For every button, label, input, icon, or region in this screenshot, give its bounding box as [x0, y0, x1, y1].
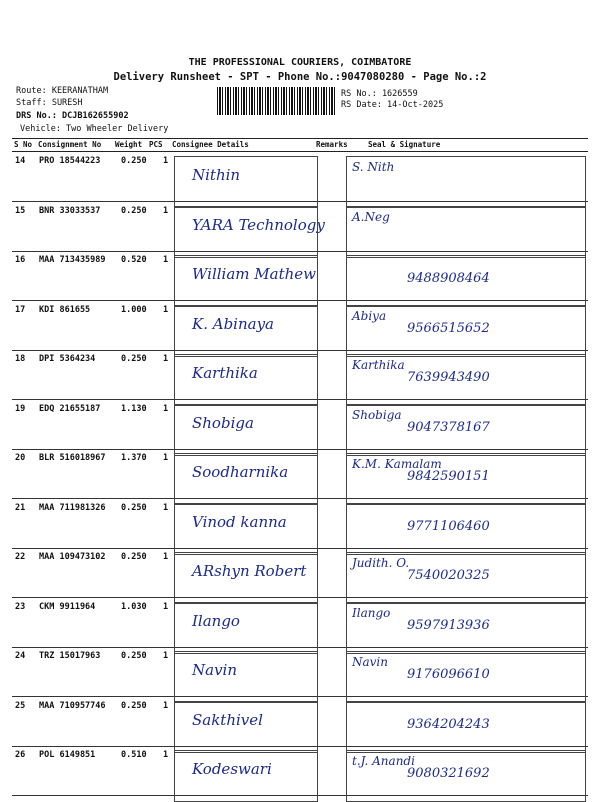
runsheet-subtitle: Delivery Runsheet - SPT - Phone No.:9047080280 - Page No.:2: [113, 71, 487, 83]
row-weight: 0.250: [121, 651, 147, 661]
row-consignee-handwritten: Shobiga: [192, 413, 254, 432]
row-consignee-handwritten: Sakthivel: [192, 710, 263, 729]
row-sno: 25: [15, 700, 26, 711]
row-weight: 0.510: [121, 750, 147, 760]
row-pcs: 1: [163, 651, 169, 661]
row-signature: t.J. Anandi: [352, 754, 415, 768]
seal-box: [346, 404, 586, 456]
row-pcs: 1: [163, 205, 169, 216]
table-row: [12, 251, 588, 301]
runsheet-title: THE PROFESSIONAL COURIERS, COIMBATORE: [188, 57, 412, 68]
row-sno: 23: [15, 601, 26, 612]
row-weight: 0.250: [121, 700, 147, 711]
row-consignee-handwritten: YARA Technology: [192, 215, 325, 234]
consignee-box: [174, 701, 318, 753]
row-phone: 9597913936: [407, 617, 490, 633]
col-pcs: PCS: [149, 140, 163, 149]
table-row: [12, 499, 588, 549]
consignee-box: [174, 651, 318, 703]
row-weight: 1.000: [121, 304, 147, 315]
row-pcs: 1: [163, 354, 169, 364]
seal-box: [346, 354, 586, 406]
row-consignee-handwritten: Nithin: [192, 166, 241, 184]
row-consignment-no: MAA 713435989: [39, 255, 106, 265]
seal-box: [346, 305, 586, 357]
table-row: [12, 449, 588, 499]
row-phone: 7639943490: [407, 370, 490, 385]
row-signature: Karthika: [352, 358, 405, 372]
drs-label: DRS No.: DCJB162655902: [16, 111, 129, 121]
seal-box: [346, 552, 586, 604]
row-consignment-no: DPI 5364234: [39, 354, 96, 364]
consignee-box: [174, 750, 318, 802]
row-sno: 17: [15, 304, 26, 315]
row-pcs: 1: [163, 453, 169, 463]
col-weight: Weight: [115, 140, 143, 149]
seal-box: [346, 750, 586, 802]
row-consignment-no: MAA 711981326: [39, 502, 106, 513]
row-pcs: 1: [163, 156, 169, 166]
row-pcs: 1: [163, 700, 169, 711]
row-phone: 9771106460: [407, 518, 490, 534]
row-pcs: 1: [163, 601, 169, 612]
row-consignment-no: PRO 18544223: [39, 156, 101, 166]
row-sno: 19: [15, 403, 26, 414]
row-weight: 0.250: [121, 354, 147, 364]
row-consignment-no: POL 6149851: [39, 750, 96, 760]
row-signature: Shobiga: [352, 407, 402, 422]
col-seal: Seal & Signature: [368, 140, 441, 149]
row-phone: 9842590151: [407, 469, 490, 484]
consignee-box: [174, 552, 318, 604]
row-signature: K.M. Kamalam: [352, 457, 442, 471]
rs-date: RS Date: 14-Oct-2025: [341, 100, 444, 110]
col-consignee: Consignee Details: [172, 140, 249, 149]
seal-box: [346, 255, 586, 307]
row-sno: 24: [15, 651, 26, 661]
row-consignment-no: MAA 109473102: [39, 552, 106, 562]
table-row: [12, 350, 588, 400]
table-row: [12, 697, 588, 747]
row-consignment-no: MAA 710957746: [39, 700, 106, 711]
table-row: [12, 598, 588, 648]
rs-number: RS No.: 1626559: [341, 89, 418, 99]
row-consignment-no: EDQ 21655187: [39, 403, 101, 414]
table-row: [12, 548, 588, 598]
row-weight: 0.250: [121, 552, 147, 562]
table-row: [12, 746, 588, 796]
consignee-box: [174, 602, 318, 654]
row-weight: 1.130: [121, 403, 147, 414]
table-row: [12, 400, 588, 450]
row-sno: 15: [15, 205, 26, 216]
table-row: [12, 152, 588, 202]
row-phone: 9566515652: [407, 320, 490, 336]
row-phone: 9364204243: [407, 716, 490, 732]
seal-box: [346, 453, 586, 505]
row-weight: 1.370: [121, 453, 147, 463]
seal-box: [346, 651, 586, 703]
consignee-box: [174, 453, 318, 505]
col-remarks: Remarks: [316, 140, 348, 149]
row-phone: 9488908464: [407, 271, 490, 286]
row-pcs: 1: [163, 255, 169, 265]
row-consignment-no: BLR 516018967: [39, 453, 106, 463]
consignee-box: [174, 354, 318, 406]
row-pcs: 1: [163, 552, 169, 562]
row-consignment-no: TRZ 15017963: [39, 651, 101, 661]
row-phone: 9080321692: [407, 766, 490, 781]
row-weight: 0.250: [121, 502, 147, 513]
row-pcs: 1: [163, 750, 169, 760]
table-row: [12, 202, 588, 252]
row-sno: 26: [15, 750, 26, 760]
barcode-image: [217, 87, 337, 115]
seal-box: [346, 206, 586, 258]
row-signature: Abiya: [352, 308, 387, 323]
row-sno: 20: [15, 453, 26, 463]
row-sno: 14: [15, 156, 26, 166]
row-sno: 21: [15, 502, 26, 513]
seal-box: [346, 602, 586, 654]
table-top-rule: [12, 138, 588, 139]
row-phone: 9176096610: [407, 667, 490, 682]
row-consignment-no: KDI 861655: [39, 304, 91, 315]
row-pcs: 1: [163, 502, 169, 513]
staff-label: Staff: SURESH: [16, 98, 83, 108]
consignee-box: [174, 305, 318, 357]
row-signature: Navin: [352, 655, 388, 669]
row-weight: 0.520: [121, 255, 147, 265]
route-label: Route: KEERANATHAM: [16, 86, 109, 96]
table-row: [12, 301, 588, 351]
row-signature: Ilango: [352, 605, 391, 620]
row-consignee-handwritten: ARshyn Robert: [192, 562, 307, 580]
row-consignee-handwritten: William Mathew: [192, 265, 316, 283]
row-consignment-no: BNR 33033537: [39, 205, 101, 216]
consignee-box: [174, 503, 318, 555]
seal-box: [346, 701, 586, 753]
row-consignee-handwritten: Kodeswari: [192, 760, 272, 778]
row-consignee-handwritten: K. Abinaya: [192, 314, 274, 333]
table-row: [12, 647, 588, 697]
row-consignee-handwritten: Karthika: [192, 364, 258, 382]
row-signature: Judith. O.: [352, 556, 410, 570]
col-sno: S No: [14, 140, 33, 149]
seal-box: [346, 156, 586, 208]
row-signature: S. Nith: [352, 160, 395, 174]
row-weight: 0.250: [121, 156, 147, 166]
row-weight: 1.030: [121, 601, 147, 612]
seal-box: [346, 503, 586, 555]
row-consignee-handwritten: Navin: [192, 661, 237, 679]
row-phone: 7540020325: [407, 568, 490, 583]
row-sno: 18: [15, 354, 26, 364]
row-weight: 0.250: [121, 205, 147, 216]
row-consignee-handwritten: Ilango: [192, 611, 240, 630]
col-consignment: Consignment No: [38, 140, 102, 149]
consignee-box: [174, 156, 318, 208]
row-consignee-handwritten: Soodharnika: [192, 463, 289, 481]
row-sno: 22: [15, 552, 26, 562]
row-consignee-handwritten: Vinod kanna: [192, 512, 287, 531]
row-phone: 9047378167: [407, 419, 490, 435]
row-sno: 16: [15, 255, 26, 265]
row-pcs: 1: [163, 304, 169, 315]
consignee-box: [174, 255, 318, 307]
table-header: [12, 140, 588, 151]
row-signature: A.Neg: [352, 209, 390, 224]
consignee-box: [174, 206, 318, 258]
vehicle-label: Vehicle: Two Wheeler Delivery: [20, 124, 169, 134]
row-consignment-no: CKM 9911964: [39, 601, 96, 612]
row-pcs: 1: [163, 403, 169, 414]
consignee-box: [174, 404, 318, 456]
